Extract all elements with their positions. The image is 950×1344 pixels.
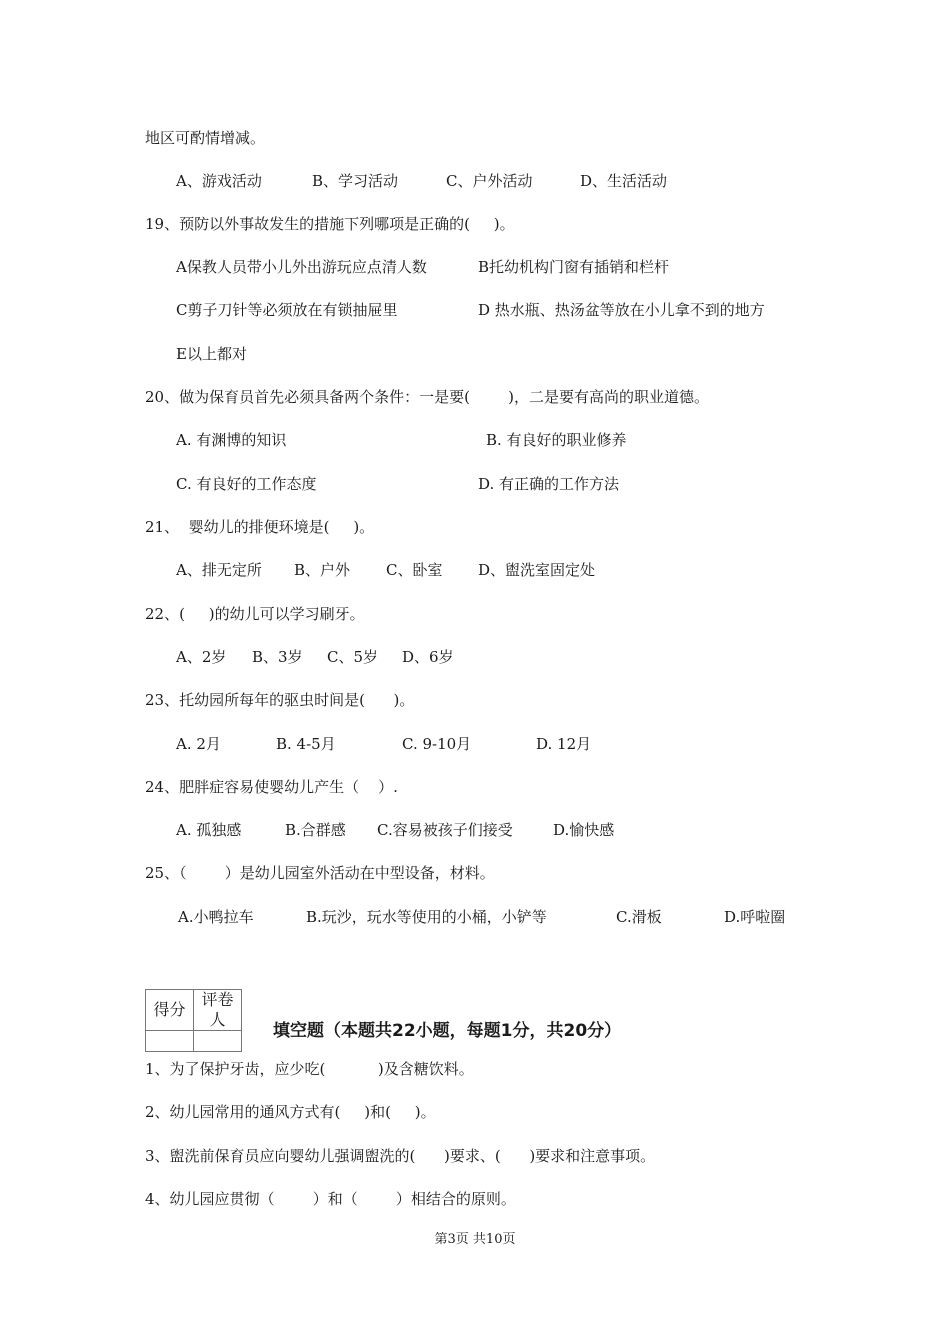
- question-21: 21、 婴幼儿的排便环境是( )。: [145, 518, 375, 536]
- q18-option-b: B、学习活动: [312, 172, 399, 190]
- question-25: 25、（ ）是幼儿园室外活动在中型设备，材料。: [145, 864, 495, 882]
- score-cell: [146, 1031, 194, 1052]
- score-table: [145, 989, 242, 1052]
- q22-option-c: C、5岁: [327, 648, 379, 666]
- q20-option-d: D. 有正确的工作方法: [478, 475, 620, 493]
- q19-option-b: B托幼机构门窗有插销和栏杆: [478, 258, 670, 276]
- q19-option-e: E以上都对: [176, 345, 247, 363]
- q21-option-c: C、卧室: [386, 561, 443, 579]
- q23-option-d: D. 12月: [536, 735, 592, 753]
- q19-option-d: D 热水瓶、热汤盆等放在小儿拿不到的地方: [478, 301, 765, 319]
- q22-option-d: D、6岁: [402, 648, 454, 666]
- q24-option-b: B.合群感: [285, 821, 346, 839]
- q18-option-d: D、生活活动: [580, 172, 668, 190]
- q24-option-c: C.容易被孩子们接受: [377, 821, 513, 839]
- q25-option-b: B.玩沙，玩水等使用的小桶，小铲等: [306, 908, 547, 926]
- q21-option-b: B、户外: [294, 561, 351, 579]
- q22-option-a: A、2岁: [176, 648, 227, 666]
- fill-question-1: 1、为了保护牙齿，应少吃( )及含糖饮料。: [145, 1060, 474, 1078]
- question-24: 24、肥胖症容易使婴幼儿产生（ ）.: [145, 778, 398, 796]
- q22-option-b: B、3岁: [252, 648, 303, 666]
- q18-option-a: A、游戏活动: [176, 172, 262, 190]
- fill-question-2: 2、幼儿园常用的通风方式有( )和( )。: [145, 1103, 436, 1121]
- section-title: 填空题（本题共22小题，每题1分，共20分）: [273, 1021, 622, 1041]
- q19-option-a: A保教人员带小儿外出游玩应点清人数: [176, 258, 427, 276]
- q25-option-c: C.滑板: [616, 908, 662, 926]
- q20-option-c: C. 有良好的工作态度: [176, 475, 317, 493]
- q23-option-b: B. 4-5月: [276, 735, 336, 753]
- continuation-text: 地区可酌情增减。: [145, 129, 266, 147]
- q25-option-d: D.呼啦圈: [724, 908, 786, 926]
- question-22: 22、( )的幼儿可以学习刷牙。: [145, 605, 365, 623]
- q23-option-c: C. 9-10月: [402, 735, 472, 753]
- q19-option-c: C剪子刀针等必须放在有锁抽屉里: [176, 301, 398, 319]
- q25-option-a: A.小鸭拉车: [178, 908, 254, 926]
- q20-option-a: A. 有渊博的知识: [176, 431, 287, 449]
- q24-option-a: A. 孤独感: [176, 821, 242, 839]
- q20-option-b: B. 有良好的职业修养: [486, 431, 627, 449]
- fill-question-3: 3、盥洗前保育员应向婴幼儿强调盥洗的( )要求、( )要求和注意事项。: [145, 1147, 656, 1165]
- question-23: 23、托幼园所每年的驱虫时间是( )。: [145, 691, 415, 709]
- q24-option-d: D.愉快感: [553, 821, 615, 839]
- question-20: 20、做为保育员首先必须具备两个条件：一是要( )，二是要有高尚的职业道德。: [145, 388, 709, 406]
- grader-header: 评卷人: [194, 990, 242, 1031]
- fill-question-4: 4、幼儿园应贯彻（ ）和（ ）相结合的原则。: [145, 1190, 516, 1208]
- question-19: 19、预防以外事故发生的措施下列哪项是正确的( )。: [145, 215, 515, 233]
- page-footer: 第3页 共10页: [434, 1232, 516, 1247]
- q23-option-a: A. 2月: [176, 735, 221, 753]
- score-header: 得分: [146, 990, 194, 1031]
- grader-cell: [194, 1031, 242, 1052]
- q18-option-c: C、户外活动: [446, 172, 533, 190]
- q21-option-d: D、盥洗室固定处: [478, 561, 596, 579]
- q21-option-a: A、排无定所: [176, 561, 262, 579]
